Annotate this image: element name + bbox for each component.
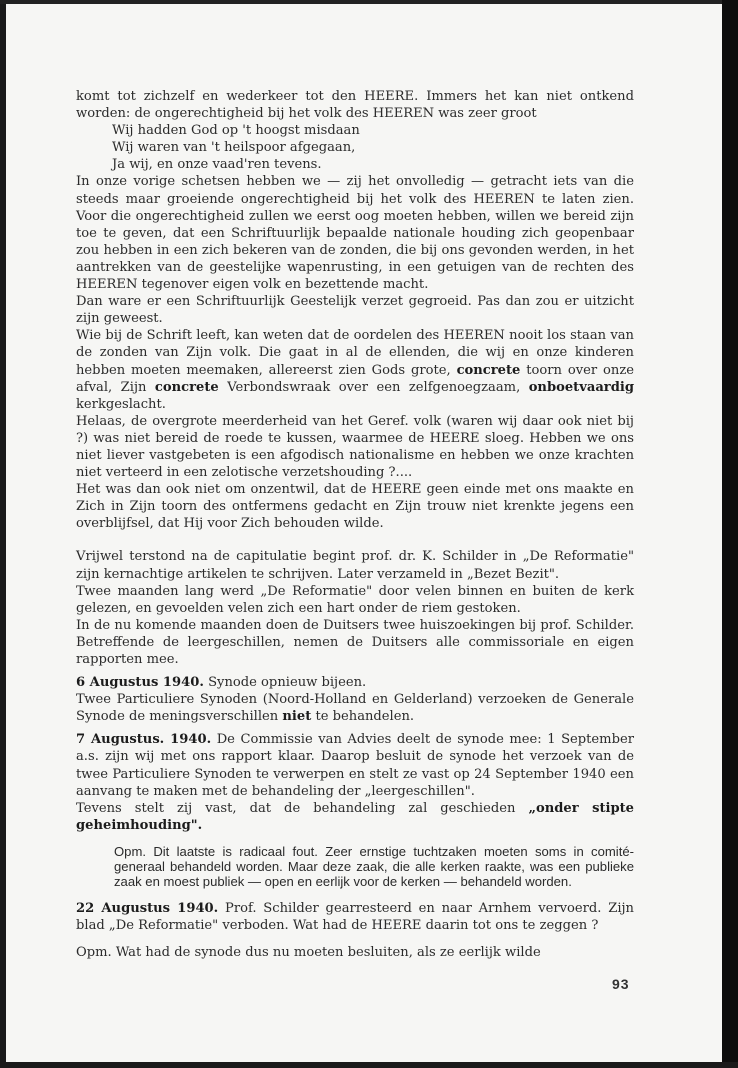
emphasis: concrete (456, 362, 521, 378)
paragraph: In onze vorige schetsen hebben we — zij het onvolledig — getracht iets van die steeds maar groeiende ongerechtigheid bij het volk des HEEREN te laten zien. Voor die ongerechtigheid zullen we eerst oog moeten hebben, willen we bereid zijn toe te geven, dat een Schriftuurlijk bepaalde nationale houding zich geopenbaar zou hebben in een zich bekeren van de zonden, die bij ons gevonden werden, in het aantrekken van de geestelijke wapenrusting, in een getuigen van de rechten des HEEREN tegenover eigen volk en bezettende macht. (76, 174, 634, 293)
paragraph: Twee maanden lang werd „De Reformatie" door velen binnen en buiten de kerk gelezen, en gevoelden velen zich een hart onder de riem gestoken. (76, 583, 634, 616)
page-text (76, 88, 634, 961)
paragraph: komt tot zichzelf en wederkeer tot den HEERE. Immers het kan niet ontkend worden: de ongerechtigheid bij het volk des HEEREN was zeer groot (76, 89, 634, 122)
paragraph: Vrijwel terstond na de capitulatie begint prof. dr. K. Schilder in „De Reformatie" zijn kernachtige artikelen te schrijven. Later verzameld in „Bezet Bezit". (76, 549, 634, 582)
paragraph: Helaas, de overgrote meerderheid van het Geref. volk (waren wij daar ook niet bij ?) was niet bereid de roede te kussen, waarmee de HEERE sloeg. Hebben we ons niet liever vastgebeten is een afgodisch nationalisme en hebben we onze krachten niet verteerd in een zelotische verzetshouding ?.... (76, 413, 634, 481)
poem-line: Wij hadden God op 't hoogst misdaan (112, 123, 360, 139)
emphasis: niet (282, 709, 312, 725)
entry-date: 22 Augustus 1940. (76, 900, 219, 916)
paragraph: Wie bij de Schrift leeft, kan weten dat de oordelen des HEEREN nooit los staan van de zonden van Zijn volk. Die gaat in al de ellenden, die wij en onze kinderen hebben moeten meemaken, allereerst zien Gods grote, concrete toorn over onze afval, Zijn concrete Verbondswraak over een zelfgenoegzaam, onboetvaardig kerkgeslacht. (76, 328, 635, 412)
paragraph: In de nu komende maanden doen de Duitsers twee huiszoekingen bij prof. Schilder. Betreffende de leergeschillen, nemen de Duitsers alle commissoriale en eigen rapporten mee. (76, 617, 634, 667)
paragraph: Dan ware er een Schriftuurlijk Geestelijk verzet gegroeid. Pas dan zou er uitzicht zijn geweest. (76, 294, 634, 327)
poem-quote (76, 122, 634, 173)
page-number: 93 (612, 976, 630, 992)
scan-right-edge (722, 0, 738, 1068)
scan-bottom-edge (0, 1062, 738, 1068)
entry-aug-6: 6 Augustus 1940. Synode opnieuw bijeen. (76, 675, 367, 691)
paragraph-last: Opm. Wat had de synode dus nu moeten besluiten, als ze eerlijk wilde (76, 944, 541, 960)
entry-date: 6 Augustus 1940. (76, 675, 204, 691)
poem-line: Wij waren van 't heilspoor afgegaan, (112, 140, 356, 156)
emphasis: „onder stipte geheimhouding". (76, 800, 634, 833)
entry-aug-22: 22 Augustus 1940. Prof. Schilder gearresteerd en naar Arnhem vervoerd. Zijn blad „De Reformatie" verboden. Wat had de HEERE daarin tot ons te zeggen ? (76, 900, 634, 933)
paragraph: Tevens stelt zij vast, dat de behandeling zal geschieden „onder stipte geheimhouding". (76, 800, 634, 833)
poem-line: Ja wij, en onze vaad'ren tevens. (112, 157, 322, 173)
entry-aug-7: 7 Augustus. 1940. De Commissie van Advies deelt de synode mee: 1 September a.s. zijn wij met ons rapport klaar. Daarop besluit de synode het verzoek van de twee Particuliere Synoden te verwerpen en stelt ze vast op 24 September 1940 een aanvang te maken met de behandeling der „leergeschillen". (76, 732, 634, 799)
paragraph: Het was dan ook niet om onzentwil, dat de HEERE geen einde met ons maakte en Zich in Zijn toorn des ontfermens gedacht en Zijn trouw niet krenkte jegens een overblijfsel, dat Hij voor Zich behouden wilde. (76, 482, 634, 532)
emphasis: onboetvaardig (528, 379, 634, 395)
remark-note: Opm. Dit laatste is radicaal fout. Zeer ernstige tuchtzaken moeten soms in comité-generaal behandeld worden. Maar deze zaak, die alle kerken raakte, was een publieke zaak en moest publiek — open en eerlijk voor de kerken — behandeld worden. (114, 843, 634, 890)
entry-date: 7 Augustus. 1940. (76, 732, 212, 748)
paragraph: Twee Particuliere Synoden (Noord-Holland en Gelderland) verzoeken de Generale Synode de meningsverschillen niet te behandelen. (76, 692, 634, 725)
emphasis: concrete (154, 379, 219, 395)
